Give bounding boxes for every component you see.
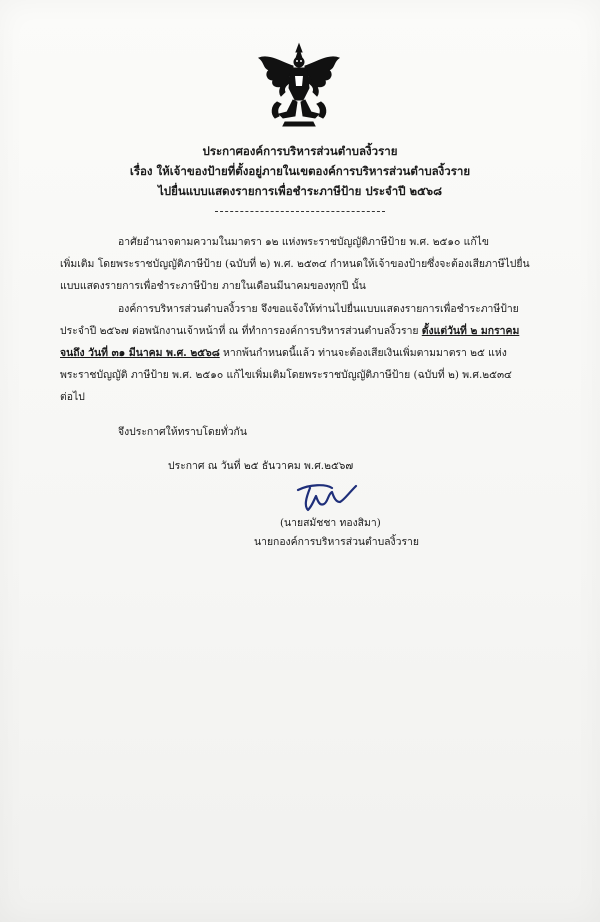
paragraph-2-line-5: ต่อไป — [60, 391, 85, 403]
paragraph-1-line-2: เพิ่มเติม โดยพระราชบัญญัติภาษีป้าย (ฉบับที่ ๒) พ.ศ. ๒๕๓๔ กำหนดให้เจ้าของป้ายซึ่งจะต้องเสียภาษีไปยื่น — [60, 258, 530, 270]
announcement-date: ประกาศ ณ วันที่ ๒๕ ธันวาคม พ.ศ.๒๕๖๗ — [168, 460, 354, 472]
paragraph-2-text: ประจำปี ๒๕๖๗ ต่อพนักงานเจ้าหน้าที่ ณ ที่ทำการองค์การบริหารส่วนตำบลงิ้วราย — [60, 325, 422, 337]
paragraph-2-line-2 — [60, 322, 519, 339]
penalty-text: หากพ้นกำหนดนี้แล้ว ท่านจะต้องเสียเงินเพิ่มตามมาตรา ๒๕ แห่ง — [219, 347, 507, 359]
subject-line-2: ไปยื่นแบบแสดงรายการเพื่อชำระภาษีป้าย ประจำปี ๒๕๖๘ — [158, 184, 442, 198]
paragraph-2-line-3 — [60, 344, 507, 361]
subject-line: เรื่อง ให้เจ้าของป้ายที่ตั้งอยู่ภายในเขตองค์การบริหารส่วนตำบลงิ้วราย — [129, 164, 471, 178]
deadline-end: จนถึง วันที่ ๓๑ มีนาคม พ.ศ. ๒๕๖๘ — [60, 347, 220, 359]
paragraph-1-line-3: แบบแสดงรายการเพื่อชำระภาษีป้าย ภายในเดือนมีนาคมของทุกปี นั้น — [60, 280, 366, 292]
paragraph-2-line-4: พระราชบัญญัติ ภาษีป้าย พ.ศ. ๒๕๑๐ แก้ไขเพิ่มเติมโดยพระราชบัญญัติภาษีป้าย (ฉบับที่ ๒) พ.ศ.๒๕๓๔ — [60, 369, 512, 381]
deadline-start: ตั้งแต่วันที่ ๒ มกราคม — [421, 325, 520, 337]
signatory-position: นายกองค์การบริหารส่วนตำบลงิ้วราย — [254, 536, 419, 548]
signature-icon — [292, 480, 362, 516]
title-line-1: ประกาศองค์การบริหารส่วนตำบลงิ้วราย — [202, 144, 398, 158]
divider — [215, 211, 385, 212]
announcement-text: จึงประกาศให้ทราบโดยทั่วกัน — [118, 426, 247, 438]
paragraph-2-line-1: องค์การบริหารส่วนตำบลงิ้วราย จึงขอแจ้งให้ท่านไปยื่นแบบแสดงรายการเพื่อชำระภาษีป้าย — [118, 303, 519, 315]
paragraph-1-line-1: อาศัยอำนาจตามความในมาตรา ๑๒ แห่งพระราชบัญญัติภาษีป้าย พ.ศ. ๒๕๑๐ แก้ไข — [118, 236, 489, 248]
signatory-name: (นายสมัชชา ทองสิมา) — [280, 517, 381, 529]
garuda-emblem-icon — [255, 42, 343, 132]
